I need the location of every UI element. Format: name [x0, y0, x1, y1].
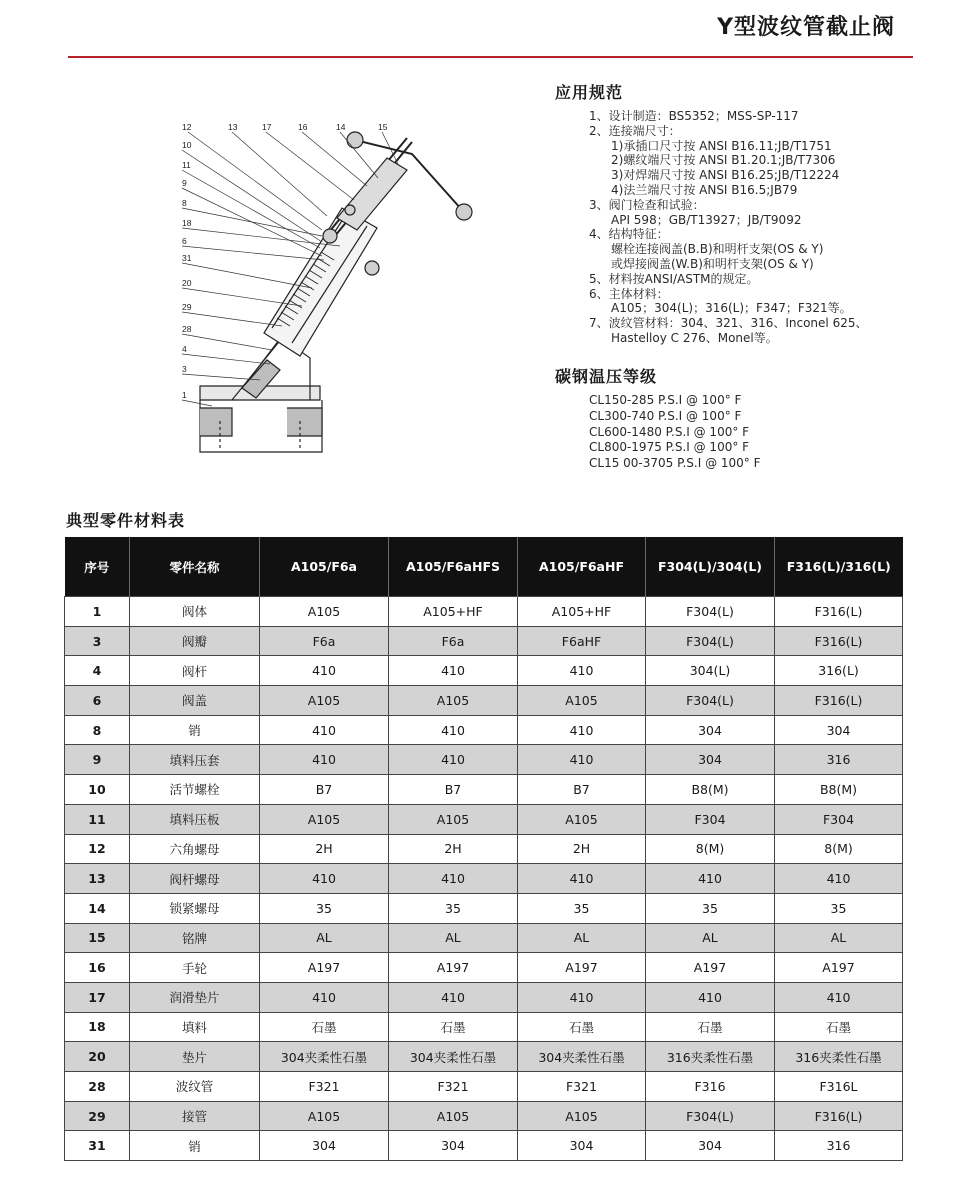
part-number-cell: 17 [65, 982, 130, 1012]
part-number-cell: 15 [65, 923, 130, 953]
material-cell: 2H [518, 834, 646, 864]
part-name-cell: 波纹管 [130, 1072, 260, 1102]
material-cell: 410 [518, 864, 646, 894]
material-cell: A105 [518, 1101, 646, 1131]
material-cell: F316(L) [775, 626, 903, 656]
part-number-cell: 6 [65, 686, 130, 716]
part-name-cell: 阀杆螺母 [130, 864, 260, 894]
spec-line: API 598；GB/T13927；JB/T9092 [611, 212, 802, 227]
rating-line: CL300-740 P.S.I @ 100° F [589, 408, 742, 423]
material-cell: A197 [260, 953, 389, 983]
part-name-cell: 阀盖 [130, 686, 260, 716]
material-cell: 石墨 [775, 1012, 903, 1042]
callout-label: 9 [182, 178, 187, 188]
part-name-cell: 填料压板 [130, 804, 260, 834]
material-cell: 410 [389, 715, 518, 745]
material-cell: 石墨 [518, 1012, 646, 1042]
material-cell: 35 [260, 893, 389, 923]
spec-line: 1)承插口尺寸按 ANSI B16.11;JB/T1751 [611, 138, 832, 153]
material-cell: B7 [389, 775, 518, 805]
material-cell: 304 [389, 1131, 518, 1161]
material-cell: 410 [260, 656, 389, 686]
part-number-cell: 10 [65, 775, 130, 805]
callout-label: 10 [182, 140, 192, 150]
material-cell: A105 [389, 804, 518, 834]
material-cell: 410 [260, 982, 389, 1012]
material-cell: 304 [646, 1131, 775, 1161]
material-cell: F304(L) [646, 597, 775, 627]
part-number-cell: 16 [65, 953, 130, 983]
part-name-cell: 填料压套 [130, 745, 260, 775]
material-cell: A197 [389, 953, 518, 983]
callout-label: 14 [336, 122, 346, 132]
material-cell: F304(L) [646, 626, 775, 656]
part-number-cell: 1 [65, 597, 130, 627]
spec-line: 7、波纹管材料：304、321、316、Inconel 625、 [589, 316, 868, 331]
material-cell: AL [260, 923, 389, 953]
table-row [65, 804, 903, 834]
part-name-cell: 接管 [130, 1101, 260, 1131]
material-cell: F6a [260, 626, 389, 656]
callout-label: 6 [182, 236, 187, 246]
part-number-cell: 3 [65, 626, 130, 656]
rating-line: CL800-1975 P.S.I @ 100° F [589, 440, 750, 455]
table-row [65, 923, 903, 953]
callout-label: 13 [228, 122, 238, 132]
table-row [65, 745, 903, 775]
material-cell: AL [518, 923, 646, 953]
spec-line: 5、材料按ANSI/ASTM的规定。 [589, 271, 759, 286]
material-cell: F316L [775, 1072, 903, 1102]
material-cell: F316(L) [775, 1101, 903, 1131]
column-header: 零件名称 [130, 537, 260, 597]
material-cell: F304(L) [646, 686, 775, 716]
material-cell: F304(L) [646, 1101, 775, 1131]
material-cell: 410 [646, 982, 775, 1012]
callout-label: 28 [182, 324, 192, 334]
spec-line: 4、结构特征： [589, 227, 669, 242]
column-header: A105/F6a [260, 537, 389, 597]
material-cell: 410 [518, 745, 646, 775]
section-heading: 碳钢温压等级 [555, 367, 658, 386]
table-row [65, 775, 903, 805]
table-row [65, 1042, 903, 1072]
table-row [65, 715, 903, 745]
material-cell: AL [646, 923, 775, 953]
material-cell: A105 [260, 597, 389, 627]
material-cell: 304 [260, 1131, 389, 1161]
column-header: A105/F6aHF [518, 537, 646, 597]
material-cell: A197 [775, 953, 903, 983]
spec-line: 1、设计制造：BS5352；MSS-SP-117 [589, 109, 799, 123]
column-header: 序号 [65, 537, 130, 597]
material-cell: A105 [260, 804, 389, 834]
part-number-cell: 4 [65, 656, 130, 686]
material-cell: 410 [389, 982, 518, 1012]
material-cell: 35 [646, 893, 775, 923]
material-cell: 35 [518, 893, 646, 923]
column-header: F304(L)/304(L) [646, 537, 775, 597]
callout-label: 11 [182, 160, 191, 170]
material-cell: B8(M) [775, 775, 903, 805]
material-cell: 304夹柔性石墨 [260, 1042, 389, 1072]
material-cell: 2H [260, 834, 389, 864]
table-row [65, 1072, 903, 1102]
part-name-cell: 阀体 [130, 597, 260, 627]
rating-line: CL150-285 P.S.I @ 100° F [589, 393, 742, 407]
part-name-cell: 六角螺母 [130, 834, 260, 864]
callout-label: 17 [262, 122, 272, 132]
table-row [65, 982, 903, 1012]
callout-label: 15 [378, 122, 388, 132]
part-number-cell: 11 [65, 804, 130, 834]
material-cell: 8(M) [775, 834, 903, 864]
material-cell: 410 [389, 864, 518, 894]
part-name-cell: 锁紧螺母 [130, 893, 260, 923]
part-name-cell: 垫片 [130, 1042, 260, 1072]
valve-section-drawing [172, 118, 492, 463]
rating-line: CL600-1480 P.S.I @ 100° F [589, 424, 750, 439]
spec-line: 3)对焊端尺寸按 ANSI B16.25;JB/T12224 [611, 168, 840, 183]
table-title: 典型零件材料表 [66, 511, 186, 530]
table-row [65, 686, 903, 716]
table-row [65, 656, 903, 686]
spec-line: 3、阀门检查和试验： [589, 197, 705, 212]
material-cell: B8(M) [646, 775, 775, 805]
material-cell: B7 [260, 775, 389, 805]
material-cell: A105+HF [389, 597, 518, 627]
material-cell: A105 [518, 804, 646, 834]
part-number-cell: 13 [65, 864, 130, 894]
table-row [65, 1012, 903, 1042]
callout-label: 20 [182, 278, 192, 288]
application-spec-section [555, 80, 935, 346]
spec-line: 或焊接阀盖(W.B)和明杆支架(OS & Y) [611, 256, 814, 271]
part-name-cell: 手轮 [130, 953, 260, 983]
material-cell: A105 [518, 686, 646, 716]
material-cell: 304夹柔性石墨 [389, 1042, 518, 1072]
material-cell: 410 [518, 982, 646, 1012]
part-name-cell: 销 [130, 715, 260, 745]
part-number-cell: 14 [65, 893, 130, 923]
material-cell: 316夹柔性石墨 [775, 1042, 903, 1072]
material-cell: B7 [518, 775, 646, 805]
material-cell: 石墨 [260, 1012, 389, 1042]
material-cell: 35 [775, 893, 903, 923]
material-cell: 410 [389, 745, 518, 775]
material-cell: F316(L) [775, 597, 903, 627]
material-cell: F6a [389, 626, 518, 656]
material-cell: 316 [775, 1131, 903, 1161]
header-divider [68, 56, 913, 58]
material-cell: 410 [646, 864, 775, 894]
spec-line: 4)法兰端尺寸按 ANSI B16.5;JB79 [611, 182, 798, 197]
material-cell: F321 [518, 1072, 646, 1102]
material-cell: 2H [389, 834, 518, 864]
material-cell: 8(M) [646, 834, 775, 864]
spec-line: A105；304(L)；316(L)；F347；F321等。 [611, 301, 852, 316]
spec-line: 2、连接端尺寸： [589, 123, 681, 138]
part-name-cell: 销 [130, 1131, 260, 1161]
material-cell: A105 [260, 686, 389, 716]
material-cell: 304 [775, 715, 903, 745]
part-number-cell: 9 [65, 745, 130, 775]
part-name-cell: 填料 [130, 1012, 260, 1042]
material-cell: 410 [260, 864, 389, 894]
callout-label: 31 [182, 253, 192, 263]
material-cell: 304 [518, 1131, 646, 1161]
pressure-rating-section [555, 364, 935, 472]
material-cell: F304 [775, 804, 903, 834]
part-number-cell: 20 [65, 1042, 130, 1072]
material-cell: 316(L) [775, 656, 903, 686]
material-cell: A105+HF [518, 597, 646, 627]
material-cell: 410 [518, 656, 646, 686]
material-cell: F304 [646, 804, 775, 834]
callout-label: 16 [298, 122, 308, 132]
table-row [65, 953, 903, 983]
material-cell: 410 [389, 656, 518, 686]
material-cell: F321 [389, 1072, 518, 1102]
material-cell: F6aHF [518, 626, 646, 656]
spec-line: Hastelloy C 276、Monel等。 [611, 330, 778, 345]
materials-table [64, 537, 903, 1161]
material-cell: 316 [775, 745, 903, 775]
table-row [65, 1131, 903, 1161]
column-header: F316(L)/316(L) [775, 537, 903, 597]
callout-label: 18 [182, 218, 192, 228]
page-title: Y型波纹管截止阀 [717, 15, 895, 40]
callout-label: 8 [182, 198, 187, 208]
material-cell: 石墨 [389, 1012, 518, 1042]
part-name-cell: 阀瓣 [130, 626, 260, 656]
part-number-cell: 29 [65, 1101, 130, 1131]
material-cell: 304 [646, 715, 775, 745]
callout-label: 3 [182, 364, 187, 374]
material-cell: 410 [260, 745, 389, 775]
part-number-cell: 31 [65, 1131, 130, 1161]
material-cell: 410 [518, 715, 646, 745]
part-number-cell: 12 [65, 834, 130, 864]
part-name-cell: 润滑垫片 [130, 982, 260, 1012]
spec-line: 6、主体材料： [589, 286, 669, 301]
rating-line: CL15 00-3705 P.S.I @ 100° F [589, 456, 761, 471]
table-row [65, 864, 903, 894]
material-cell: 304(L) [646, 656, 775, 686]
spec-line: 螺栓连接阀盖(B.B)和明杆支架(OS & Y) [611, 242, 824, 257]
material-cell: 304夹柔性石墨 [518, 1042, 646, 1072]
material-cell: A197 [518, 953, 646, 983]
material-cell: A105 [260, 1101, 389, 1131]
table-row [65, 834, 903, 864]
material-cell: F321 [260, 1072, 389, 1102]
part-number-cell: 28 [65, 1072, 130, 1102]
part-name-cell: 铭牌 [130, 923, 260, 953]
column-header: A105/F6aHFS [389, 537, 518, 597]
callout-label: 29 [182, 302, 192, 312]
part-number-cell: 8 [65, 715, 130, 745]
spec-line: 2)螺纹端尺寸按 ANSI B1.20.1;JB/T7306 [611, 153, 836, 168]
material-cell: 410 [775, 982, 903, 1012]
section-heading: 应用规范 [555, 83, 624, 102]
material-cell: 304 [646, 745, 775, 775]
part-name-cell: 阀杆 [130, 656, 260, 686]
callout-label: 1 [182, 390, 187, 400]
part-name-cell: 活节螺栓 [130, 775, 260, 805]
callout-label: 4 [182, 344, 187, 354]
part-number-cell: 18 [65, 1012, 130, 1042]
table-row [65, 1101, 903, 1131]
table-row [65, 893, 903, 923]
material-cell: 410 [260, 715, 389, 745]
material-cell: 410 [775, 864, 903, 894]
material-cell: 35 [389, 893, 518, 923]
table-header-row [65, 537, 903, 597]
material-cell: AL [775, 923, 903, 953]
material-cell: AL [389, 923, 518, 953]
material-cell: A197 [646, 953, 775, 983]
material-cell: 石墨 [646, 1012, 775, 1042]
material-cell: 316夹柔性石墨 [646, 1042, 775, 1072]
table-row [65, 597, 903, 627]
table-row [65, 626, 903, 656]
material-cell: F316 [646, 1072, 775, 1102]
callout-label: 12 [182, 122, 192, 132]
material-cell: A105 [389, 686, 518, 716]
material-cell: F316(L) [775, 686, 903, 716]
material-cell: A105 [389, 1101, 518, 1131]
